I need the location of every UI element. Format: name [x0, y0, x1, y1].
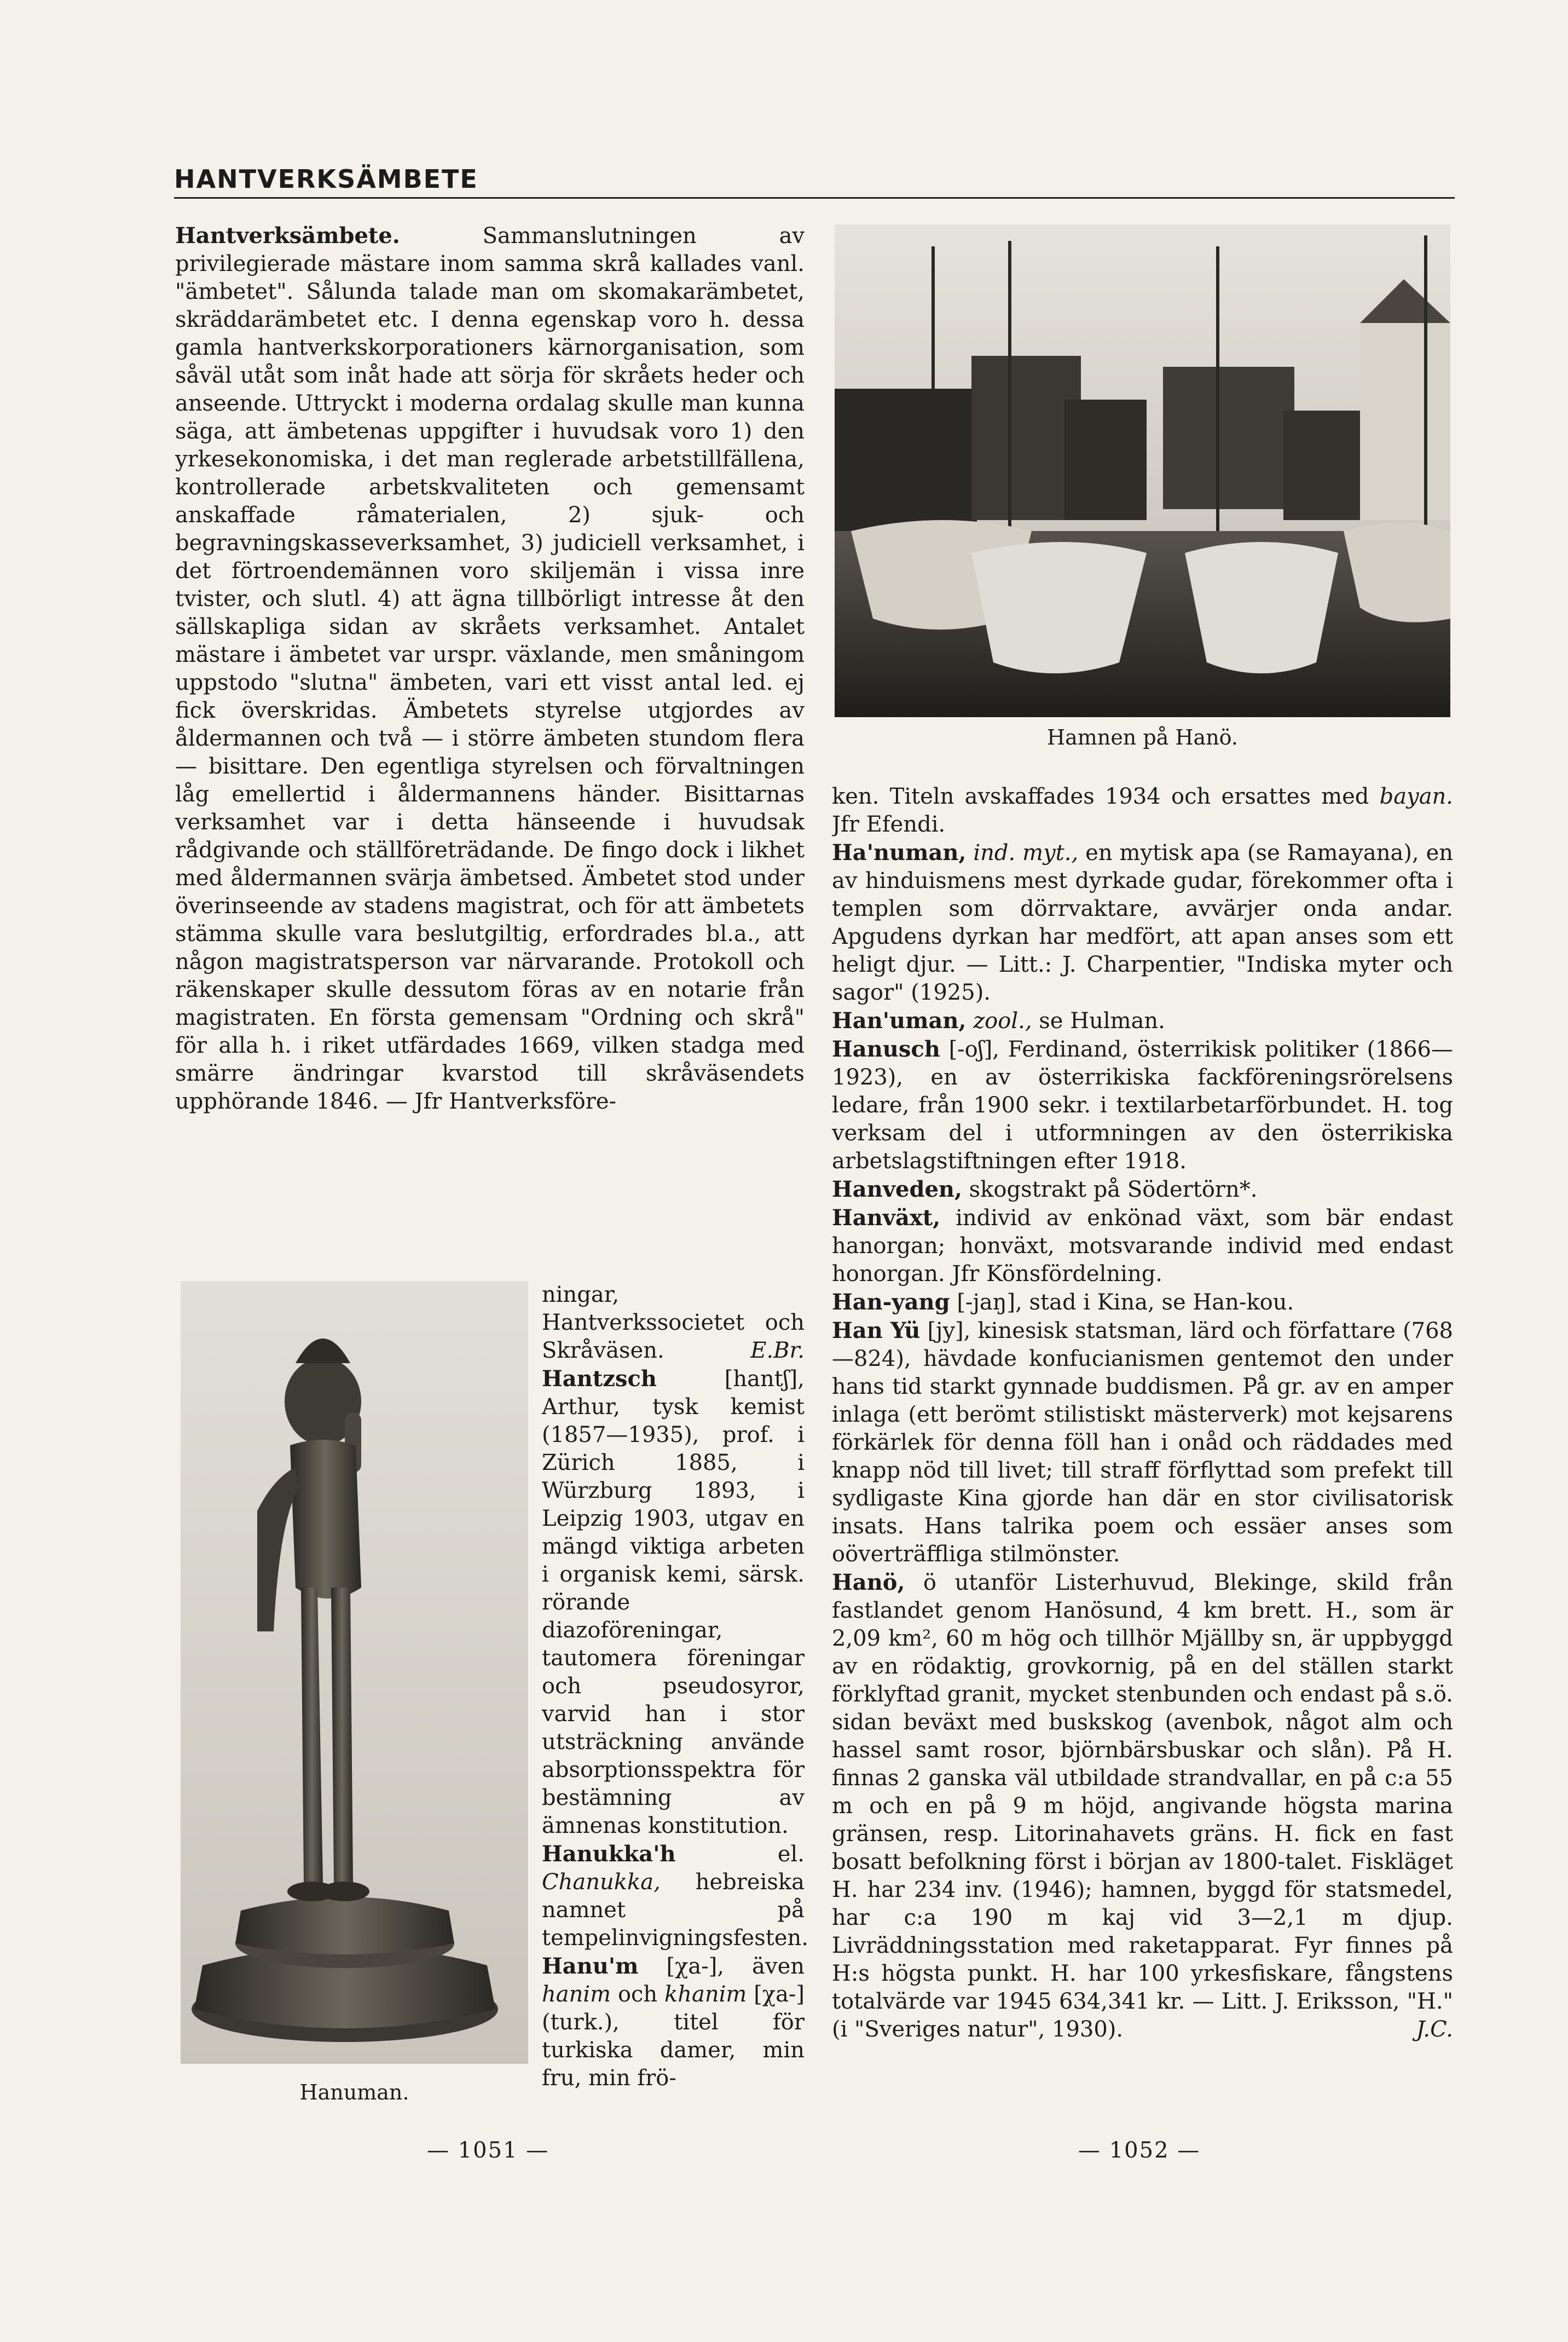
- entry-text-tail: ningar, Hantverkssocietet och Skråväsen.: [542, 1282, 805, 1363]
- page-number-left: — 1051 —: [427, 2138, 549, 2163]
- entry-hanum: [542, 1952, 805, 2092]
- hanuman-caption: Hanuman.: [299, 2080, 409, 2104]
- entry-text: hebreiska namnet på tempelinvigningsfesten.: [542, 1870, 808, 1951]
- running-header: [174, 164, 1455, 199]
- page-title: HANTVERKSÄMBETE: [174, 164, 478, 194]
- entry-text: och: [617, 1982, 658, 2007]
- entry-text: [-jaŋ], stad i Kina, se Han-kou.: [957, 1290, 1294, 1315]
- headword: Hanukka'h: [542, 1841, 676, 1867]
- headword: Hanusch: [832, 1036, 940, 1062]
- entry-field: zool.,: [973, 1008, 1032, 1034]
- entry-text: individ av enkönad växt, som bär endast hanorgan; honväxt, motsvarande individ med endast honorgan. Jfr Könsfördelning.: [832, 1205, 1453, 1287]
- entry-hanveden: [832, 1175, 1453, 1204]
- headword: Hanveden,: [832, 1176, 962, 1202]
- entry-field: ind. myt.,: [973, 840, 1079, 866]
- hanuman-statue-photo: [181, 1281, 528, 2064]
- headword: Hantzsch: [542, 1366, 657, 1392]
- author-signature: E.Br.: [750, 1338, 805, 1363]
- entry-text: el.: [777, 1842, 805, 1867]
- entry-hantzsch: [542, 1365, 805, 1840]
- left-narrow-column: [542, 1281, 808, 2092]
- entry-hanvaxt: [832, 1204, 1453, 1288]
- entry-hanuman: [832, 839, 1453, 1007]
- headword: Han'uman,: [832, 1008, 967, 1034]
- entry-variant: khanim: [664, 1982, 747, 2007]
- headword: Han-yang: [832, 1289, 950, 1315]
- entry-text: skogstrakt på Södertörn*.: [969, 1177, 1258, 1202]
- entry-text: Sammanslutningen av privilegierade mästare inom samma skrå kallades vanl. "ämbetet". Sålunda talade man om skomakarämbetet, skräddarämbetet etc. I denna egenskap voro h. dessa gamla hantverkskorporationers kärnorganisation, som såväl utåt som inåt hade att sörja för skråets heder och anseende. Uttryckt i moderna ordalag skulle man kunna säga, att ämbetenas uppgifter i huvudsak voro 1) den yrkesekonomiska, i det man reglerade arbetstillfällena, kontrollerade arbetskvaliteten och gemensamt anskaffade råmaterialen, 2) sjuk- och begravningskasseverksamhet, 3) judiciell verksamhet, i det förtroendemännen voro skiljemän i vissa inre tvister, och slutl. 4) att ägna tillbörligt intresse åt den sällskapliga sidan av skråets verksamhet. Antalet mästare i ämbetet var urspr. växlande, men småningom uppstodo "slutna" ämbeten, vari ett visst antal led. ej fick överskridas. Ämbetets styrelse utgjordes av åldermannen och två — i större ämbeten stundom flera — bisittare. Den egentliga styrelsen och förvaltningen låg emellertid i åldermannens händer. Bisittarnas verksamhet var i detta hänseende i huvudsak rådgivande och ställföreträdande. De fingo dock i likhet med åldermannen svärja ämbetsed. Ämbetet stod under överinseende av stadens magistrat, och för att ämbetets stämma skulle vara beslutgiltig, erfordrades bl.a., att någon magistratsperson var närvarande. Protokoll och räkenskaper skulle dessutom föras av en notarie från magistraten. En första gemensam "Ordning och skrå" för alla h. i riket utfärdades 1669, vilken stadga med smärre ändringar kvarstod till skråväsendets upphörande 1846. — Jfr Hantverksföre-: [175, 223, 805, 1114]
- entry-variant: Chanukka,: [542, 1870, 661, 1895]
- headword: Ha'numan,: [832, 840, 967, 866]
- entry-continuation: [542, 1281, 805, 1365]
- entry-text: [hantʃ], Arthur, tysk kemist (1857—1935), prof. i Zürich 1885, i Würzburg 1893, i Leipzig 1903, utgav en mängd viktiga arbeten i organisk kemi, särsk. rörande diazoföreningar, tautomera föreningar och pseudosyror, varvid han i stor utsträckning använde absorptionsspektra för bestämning av ämnenas konstitution.: [542, 1366, 805, 1838]
- author-signature: J.C.: [1416, 2017, 1453, 2042]
- entry-hano: [832, 1568, 1453, 2044]
- entry-text: se Hulman.: [1039, 1008, 1165, 1034]
- entry-text: [jy], kinesisk statsman, lärd och författare (768—824), hävdade konfucianismen gentemot den under hans tid starkt gynnade buddismen. På gr. av en amper inlaga (ett berömt stilistiskt mästerverk) mot kejsarens förkärlek för denna föll han i onåd och räddades med knapp nöd till livet; till straff förflyttad som prefekt till sydligaste Kina gjorde han där en stor civilisatorisk insats. Hans talrika poem och essäer anses som oöverträffliga stilmönster.: [832, 1318, 1453, 1567]
- headword: Hanö,: [832, 1570, 905, 1595]
- entry-text: [χa-], även: [666, 1954, 805, 1979]
- left-column: [175, 222, 805, 1276]
- headword: Han Yü: [832, 1318, 921, 1343]
- entry-text: Jfr Efendi.: [832, 812, 946, 837]
- headword: Hanväxt,: [832, 1205, 941, 1231]
- entry-han-yu: [832, 1317, 1453, 1568]
- entry-han-yang: [832, 1288, 1453, 1317]
- right-column: [832, 783, 1453, 2124]
- hano-harbour-photo: [835, 224, 1450, 717]
- entry-hantverksambete: [175, 222, 805, 1116]
- entry-hanuman-zool: [832, 1007, 1453, 1035]
- entry-hanukkah: [542, 1840, 808, 1952]
- entry-text: en mytisk apa (se Ramayana), en av hinduismens mest dyrkade gudar, förekommer ofta i templen som dörrvaktare, avvärjer onda andar. Apgudens dyrkan har medfört, att apan anses som ett heligt djur. — Litt.: J. Charpentier, "Indiska myter och sagor" (1925).: [832, 840, 1453, 1005]
- headword: Hantverksämbete.: [175, 223, 400, 249]
- entry-variant: bayan.: [1379, 784, 1453, 809]
- entry-text: [-oʃ], Ferdinand, österrikisk politiker (1866—1923), en av österrikiska fackföreningsrörelsens ledare, från 1900 sekr. i textilarbetarförbundet. H. tog verksam del i utformningen av den österrikiska arbetslagstiftningen efter 1918.: [832, 1037, 1453, 1174]
- hano-caption: Hamnen på Hanö.: [1047, 725, 1238, 749]
- entry-continuation: [832, 783, 1453, 839]
- entry-text: ö utanför Listerhuvud, Blekinge, skild från fastlandet genom Hanösund, 4 km brett. H., som är 2,09 km², 60 m hög och tillhör Mjällby sn, är uppbyggd av en rödaktig, grovkornig, på en del ställen starkt förklyftad granit, mycket stenbunden och endast på s.ö. sidan beväxt med buskskog (avenbok, något alm och hassel samt rosor, björnbärsbuskar och slån). På H. finnas 2 ganska väl utbildade strandvallar, en på c:a 55 m och en på 9 m höjd, angivande högsta marina gränsen, resp. Litorinahavets gräns. H. fick en fast bosatt befolkning först i början av 1800-talet. Fiskläget H. har 234 inv. (1946); hamnen, byggd för statsmedel, har c:a 190 m kaj vid 3—2,1 m djup. Livräddningsstation med raketapparat. Fyr finnes på H:s högsta punkt. H. har 100 yrkesfiskare, fångstens totalvärde var 1945 634,341 kr. — Litt. J. Eriksson, "H." (i "Sveriges natur", 1930).: [832, 1570, 1453, 2042]
- entry-hanusch: [832, 1035, 1453, 1175]
- entry-variant: hanim: [542, 1982, 611, 2007]
- page-number-right: — 1052 —: [1078, 2138, 1201, 2163]
- entry-text: [χa-] (turk.), titel för turkiska damer, min fru, min frö-: [542, 1982, 805, 2091]
- headword: Hanu'm: [542, 1953, 639, 1979]
- entry-text: ken. Titeln avskaffades 1934 och ersattes med: [832, 784, 1369, 809]
